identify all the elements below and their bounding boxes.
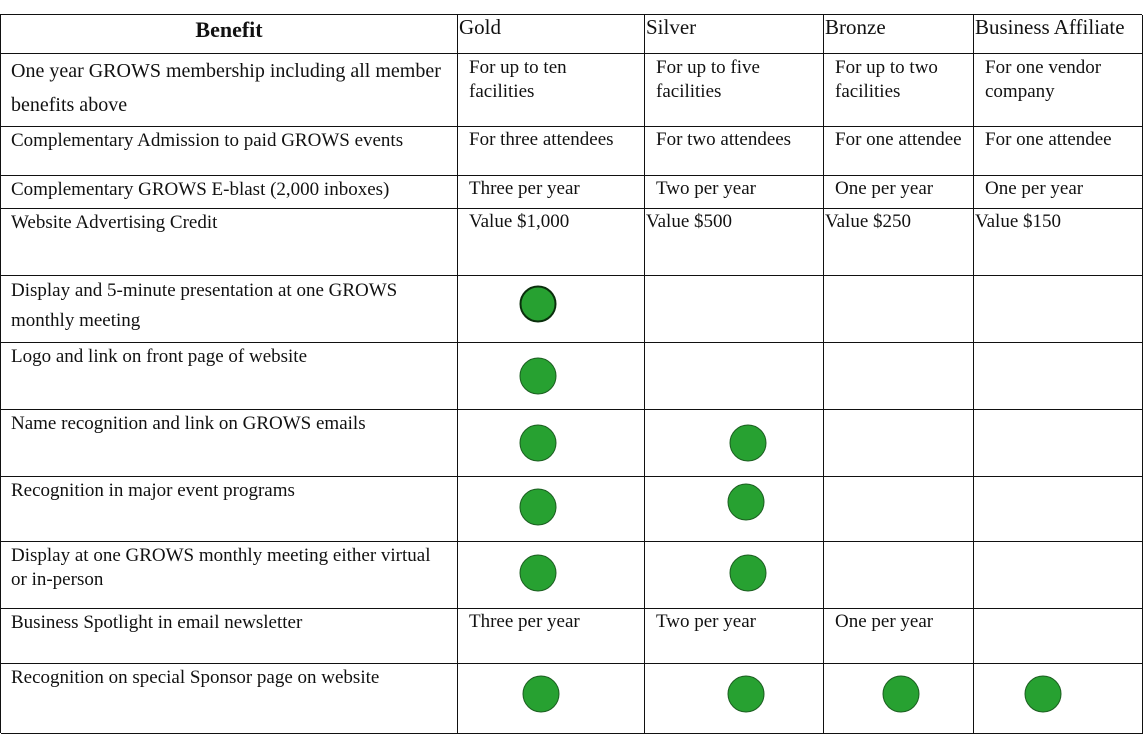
silver-name-recognition <box>645 410 824 477</box>
benefit-display-presentation: Display and 5-minute presentation at one GROWS monthly meeting <box>1 276 458 343</box>
benefit-sponsor-page: Recognition on special Sponsor page on website <box>1 664 458 734</box>
included-icon <box>520 358 557 395</box>
benefit-eblast: Complementary GROWS E-blast (2,000 inboxes) <box>1 176 458 209</box>
affiliate-business-spotlight <box>974 609 1143 664</box>
included-icon <box>520 425 557 462</box>
included-icon <box>882 675 919 712</box>
included-icon <box>520 286 557 323</box>
gold-name-recognition <box>458 410 645 477</box>
included-icon <box>1025 675 1062 712</box>
affiliate-logo-link <box>974 343 1143 410</box>
included-icon <box>728 675 765 712</box>
affiliate-ad-credit: Value $150 <box>974 209 1143 276</box>
header-business-affiliate: Business Affiliate <box>974 15 1143 54</box>
included-icon <box>730 555 767 592</box>
affiliate-sponsor-page <box>974 664 1143 734</box>
silver-display-meeting <box>645 542 824 609</box>
affiliate-admission: For one attendee <box>974 127 1143 176</box>
silver-display-presentation <box>645 276 824 343</box>
bronze-name-recognition <box>824 410 974 477</box>
gold-logo-link <box>458 343 645 410</box>
header-gold: Gold <box>458 15 645 54</box>
silver-eblast: Two per year <box>645 176 824 209</box>
included-icon <box>728 484 765 521</box>
silver-logo-link <box>645 343 824 410</box>
gold-display-meeting <box>458 542 645 609</box>
benefit-display-meeting: Display at one GROWS monthly meeting either virtual or in-person <box>1 542 458 609</box>
included-icon <box>730 425 767 462</box>
gold-event-programs <box>458 477 645 542</box>
bronze-membership: For up to two facilities <box>824 54 974 127</box>
bronze-display-meeting <box>824 542 974 609</box>
included-icon <box>520 555 557 592</box>
silver-sponsor-page <box>645 664 824 734</box>
bronze-display-presentation <box>824 276 974 343</box>
bronze-ad-credit: Value $250 <box>824 209 974 276</box>
affiliate-event-programs <box>974 477 1143 542</box>
gold-ad-credit: Value $1,000 <box>458 209 645 276</box>
affiliate-membership: For one vendor company <box>974 54 1143 127</box>
bronze-sponsor-page <box>824 664 974 734</box>
gold-admission: For three attendees <box>458 127 645 176</box>
gold-display-presentation <box>458 276 645 343</box>
silver-business-spotlight: Two per year <box>645 609 824 664</box>
benefit-admission: Complementary Admission to paid GROWS events <box>1 127 458 176</box>
benefit-membership: One year GROWS membership including all member benefits above <box>1 54 458 127</box>
gold-sponsor-page <box>458 664 645 734</box>
header-benefit: Benefit <box>1 15 458 54</box>
benefit-business-spotlight: Business Spotlight in email newsletter <box>1 609 458 664</box>
sponsorship-benefits-table <box>0 14 1142 733</box>
bronze-admission: For one attendee <box>824 127 974 176</box>
included-icon <box>520 489 557 526</box>
header-silver: Silver <box>645 15 824 54</box>
silver-event-programs <box>645 477 824 542</box>
gold-membership: For up to ten facilities <box>458 54 645 127</box>
bronze-eblast: One per year <box>824 176 974 209</box>
silver-ad-credit: Value $500 <box>645 209 824 276</box>
gold-eblast: Three per year <box>458 176 645 209</box>
benefit-event-programs: Recognition in major event programs <box>1 477 458 542</box>
gold-business-spotlight: Three per year <box>458 609 645 664</box>
benefit-name-recognition: Name recognition and link on GROWS emails <box>1 410 458 477</box>
bronze-event-programs <box>824 477 974 542</box>
included-icon <box>523 675 560 712</box>
affiliate-eblast: One per year <box>974 176 1143 209</box>
affiliate-display-presentation <box>974 276 1143 343</box>
affiliate-display-meeting <box>974 542 1143 609</box>
bronze-logo-link <box>824 343 974 410</box>
header-bronze: Bronze <box>824 15 974 54</box>
bronze-business-spotlight: One per year <box>824 609 974 664</box>
benefit-logo-link: Logo and link on front page of website <box>1 343 458 410</box>
silver-membership: For up to five facilities <box>645 54 824 127</box>
affiliate-name-recognition <box>974 410 1143 477</box>
silver-admission: For two attendees <box>645 127 824 176</box>
benefit-ad-credit: Website Advertising Credit <box>1 209 458 276</box>
